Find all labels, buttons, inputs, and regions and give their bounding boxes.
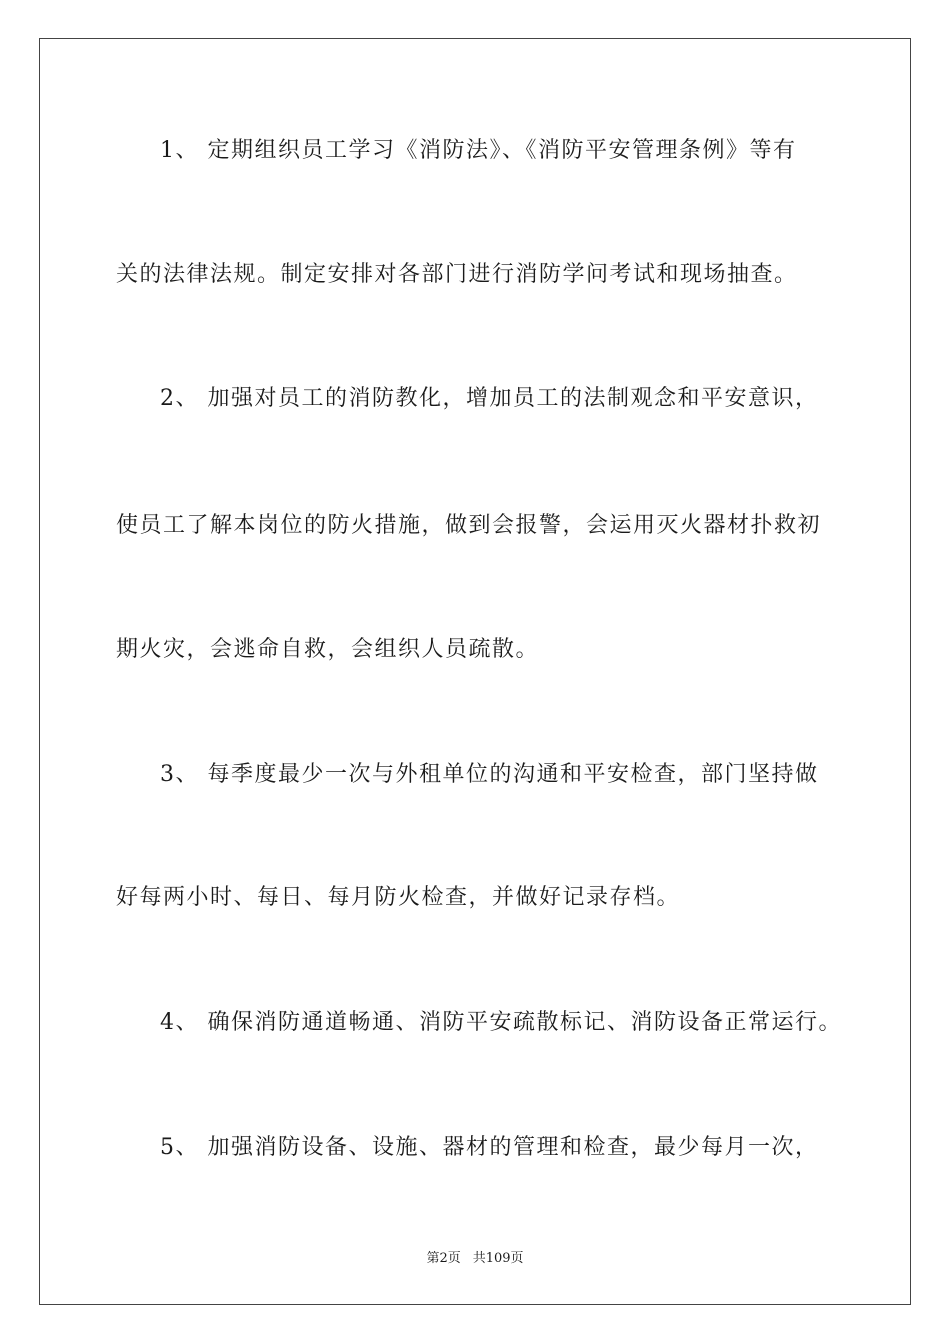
paragraph-4-line-1: 4、 确保消防通道畅通、消防平安疏散标记、消防设备正常运行。 — [160, 1010, 842, 1035]
paragraph-2-line-3: 期火灾，会逃命自救，会组织人员疏散。 — [116, 637, 540, 662]
paragraph-3-line-1: 3、 每季度最少一次与外租单位的沟通和平安检查，部门坚持做 — [160, 762, 819, 787]
page-border — [39, 38, 911, 1305]
paragraph-2-line-1: 2、 加强对员工的消防教化，增加员工的法制观念和平安意识， — [160, 386, 819, 411]
paragraph-5-line-1: 5、 加强消防设备、设施、器材的管理和检查，最少每月一次， — [160, 1135, 819, 1160]
page-footer — [0, 1247, 950, 1266]
paragraph-1-line-2: 关的法律法规。制定安排对各部门进行消防学问考试和现场抽查。 — [116, 262, 798, 287]
paragraph-3-line-2: 好每两小时、每日、每月防火检查，并做好记录存档。 — [116, 885, 681, 910]
page-total: 共109页 — [472, 1251, 524, 1266]
page-number: 第2页 — [426, 1251, 461, 1266]
paragraph-2-line-2: 使员工了解本岗位的防火措施，做到会报警，会运用灭火器材扑救初 — [116, 513, 822, 538]
paragraph-1-line-1: 1、 定期组织员工学习《消防法》、《消防平安管理条例》等有 — [160, 138, 797, 163]
